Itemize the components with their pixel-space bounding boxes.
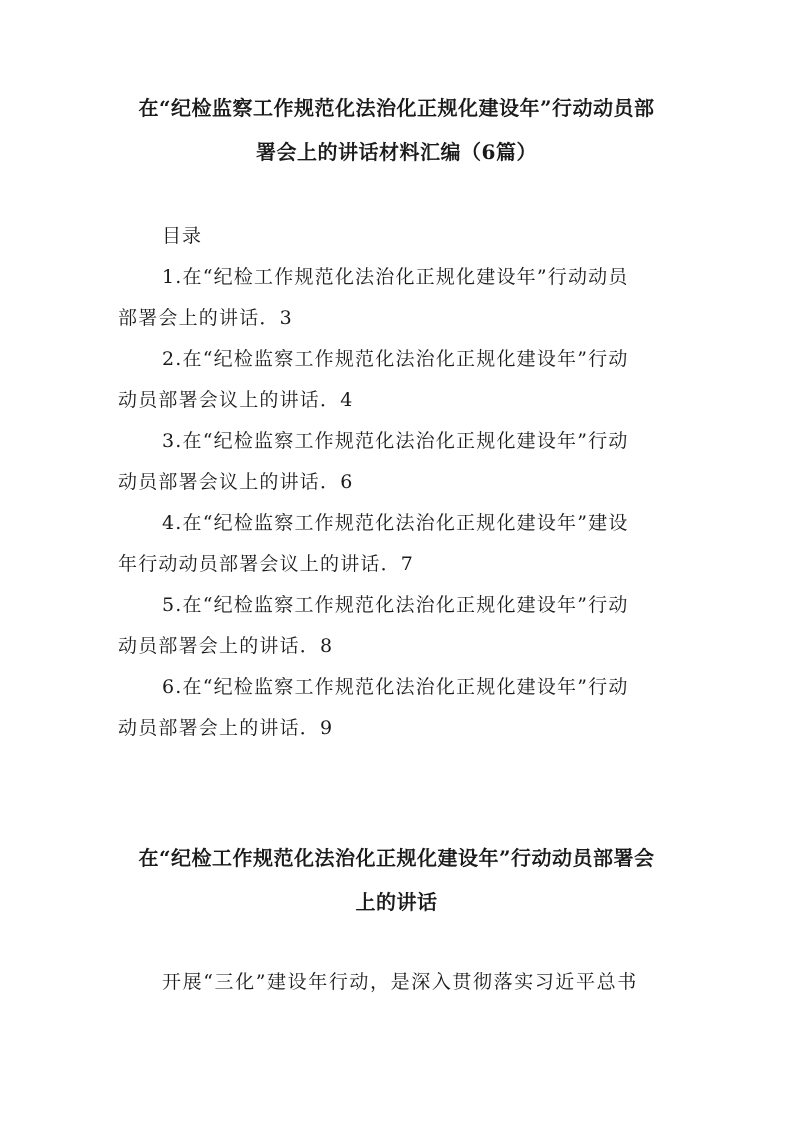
document-title-line-1: 在“纪检监察工作规范化法治化正规化建设年”行动动员部 [138, 96, 655, 120]
toc-entry-1-line-1[interactable]: 1.在“纪检工作规范化法治化正规化建设年”行动动员 [162, 266, 629, 288]
section-title-line-1: 在“纪检工作规范化法治化正规化建设年”行动动员部署会 [138, 846, 655, 870]
toc-entry-3-line-1[interactable]: 3.在“纪检监察工作规范化法治化正规化建设年”行动 [162, 430, 629, 452]
section-title [112, 836, 681, 924]
toc-entry-4-line-2[interactable]: 年行动动员部署会议上的讲话．7 [118, 553, 415, 575]
document-title-line-2: 署会上的讲话材料汇编（6篇） [256, 140, 537, 164]
toc-entry-2-line-2[interactable]: 动员部署会议上的讲话．4 [118, 389, 354, 411]
toc-entry-6-line-1[interactable]: 6.在“纪检监察工作规范化法治化正规化建设年”行动 [162, 676, 629, 698]
toc-heading: 目录 [162, 225, 203, 247]
toc-entry-6-line-2[interactable]: 动员部署会上的讲话．9 [118, 717, 334, 739]
body-paragraph: 开展“三化”建设年行动，是深入贯彻落实习近平总书 [162, 971, 638, 993]
toc-entry-4-line-1[interactable]: 4.在“纪检监察工作规范化法治化正规化建设年”建设 [162, 512, 629, 534]
toc-entry-5-line-2[interactable]: 动员部署会上的讲话．8 [118, 635, 334, 657]
toc-entry-5-line-1[interactable]: 5.在“纪检监察工作规范化法治化正规化建设年”行动 [162, 594, 629, 616]
toc-entry-3-line-2[interactable]: 动员部署会议上的讲话．6 [118, 471, 354, 493]
toc-entry-2-line-1[interactable]: 2.在“纪检监察工作规范化法治化正规化建设年”行动 [162, 348, 629, 370]
section-title-line-2: 上的讲话 [355, 890, 438, 914]
document-title [112, 86, 681, 174]
toc-entry-1-line-2[interactable]: 部署会上的讲话．3 [118, 307, 293, 329]
